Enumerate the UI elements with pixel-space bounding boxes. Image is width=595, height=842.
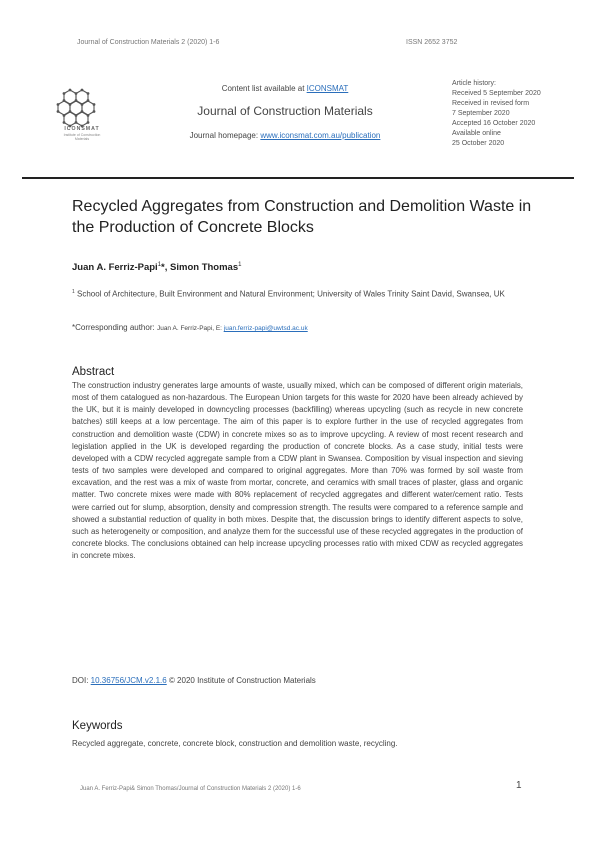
author-affiliation-mark: 1 [157,262,162,268]
article-title: Recycled Aggregates from Construction and Demolition Waste in the Production of Concrete Blocks [72,198,532,236]
logo-wordmark: ICONSMAT [64,126,100,132]
corresponding-mark: * [161,262,165,274]
author-affiliation-mark: 1 [238,262,242,268]
author-separator: , [164,262,171,274]
keywords-text: Recycled aggregate, concrete, concrete block, construction and demolition waste, recycling. [72,739,398,748]
doi-label: DOI: [72,676,91,685]
abstract-heading: Abstract [72,366,115,378]
history-line: Available online [452,130,501,137]
logo-subtitle: Institute of Construction Materials [63,133,101,141]
header-divider [22,177,574,179]
page-number: 1 [516,780,522,791]
author-list [72,262,241,273]
author-name: Juan A. Ferriz-Papi [72,262,158,274]
running-head-issn: ISSN 2652 3752 [406,39,458,46]
running-head-journal: Journal of Construction Materials 2 (2020) 1-6 [77,39,220,46]
history-line: 7 September 2020 [452,110,510,117]
doi-link[interactable]: 10.36756/JCM.v2.1.6 [90,676,167,685]
homepage-link[interactable]: www.iconsmat.com.au/publication [260,131,381,140]
journal-homepage-line [160,131,410,140]
corresponding-name: Juan A. Ferriz-Papi, E: [156,325,224,332]
corresponding-email-link[interactable]: juan.ferriz-papi@uwtsd.ac.uk [223,325,308,332]
keywords-heading: Keywords [72,720,123,732]
history-line: Received 5 September 2020 [452,90,541,97]
affiliation [72,286,542,301]
corresponding-author [72,323,308,332]
affiliation-text: School of Architecture, Built Environment and Natural Environment; University of Wales Trinity Saint David, Swansea, UK [74,289,505,299]
doi-line [72,676,316,685]
copyright-text: © 2020 Institute of Construction Materials [166,676,316,685]
journal-name: Journal of Construction Materials [197,104,373,118]
content-list-link[interactable]: ICONSMAT [306,84,349,93]
corresponding-label: *Corresponding author: [72,323,157,332]
homepage-prefix: Journal homepage: [189,131,261,140]
history-line: Received in revised form [452,100,530,107]
history-line: Article history: [452,80,496,87]
history-line: 25 October 2020 [452,140,505,147]
content-list-prefix: Content list available at [221,84,307,93]
footer-citation: Juan A. Ferriz-Papi& Simon Thomas/Journal of Construction Materials 2 (2020) 1-6 [80,786,301,792]
history-line: Accepted 16 October 2020 [452,120,536,127]
article-history [452,79,572,149]
author-name: Simon Thomas [170,262,239,274]
abstract-text: The construction industry generates large amounts of waste, usually mixed, which can be composed of different origin materials, most of them catalogued as non-hazardous. The European Union targets for this waste for 2020 have been already achieved by the UK, but it is mainly developed in downcycling processes (backfilling) whereas upcycling (such as recycle in new concrete batches) still keeps at a low percentage. The aim of this paper is to explore further in the use of recycled aggregates from construction and demolition waste (CDW) in concrete mixes so as to improve upcycling. A review of most recent research and legislation applied in the UK is developed regarding the production of concrete blocks. As a case study, initial tests were developed with a CDW recycled aggregate sample from a CDW plant in Swansea. Composition by visual inspection and sieving tests of two samples were developed and compared to original aggregates. More than 70% was formed by soil waste from excavation, and the rest was a mix of waste from mortar, concrete, and ceramics with small traces of plaster, glass and organic matter. Two concrete mixes were made with 80% replacement of recycled aggregates and different water/cement ratio. Tests were carried out for slump, absorption, density and compression strength. The results were compared to a reference sample and showed a substantial reduction of quality in both mixes. Despite that, the discussion brings to identify different aspects to solve, such as heterogeneity or composition, and analyze them for the successful use of these recycled aggregates in the production of concrete blocks. The conclusions obtained can help increase upcycling processes ratio with mixed CDW as recycled aggregates in concrete mixes. [72,381,523,561]
affiliation-mark: 1 [72,289,75,295]
content-list-line [160,84,410,93]
